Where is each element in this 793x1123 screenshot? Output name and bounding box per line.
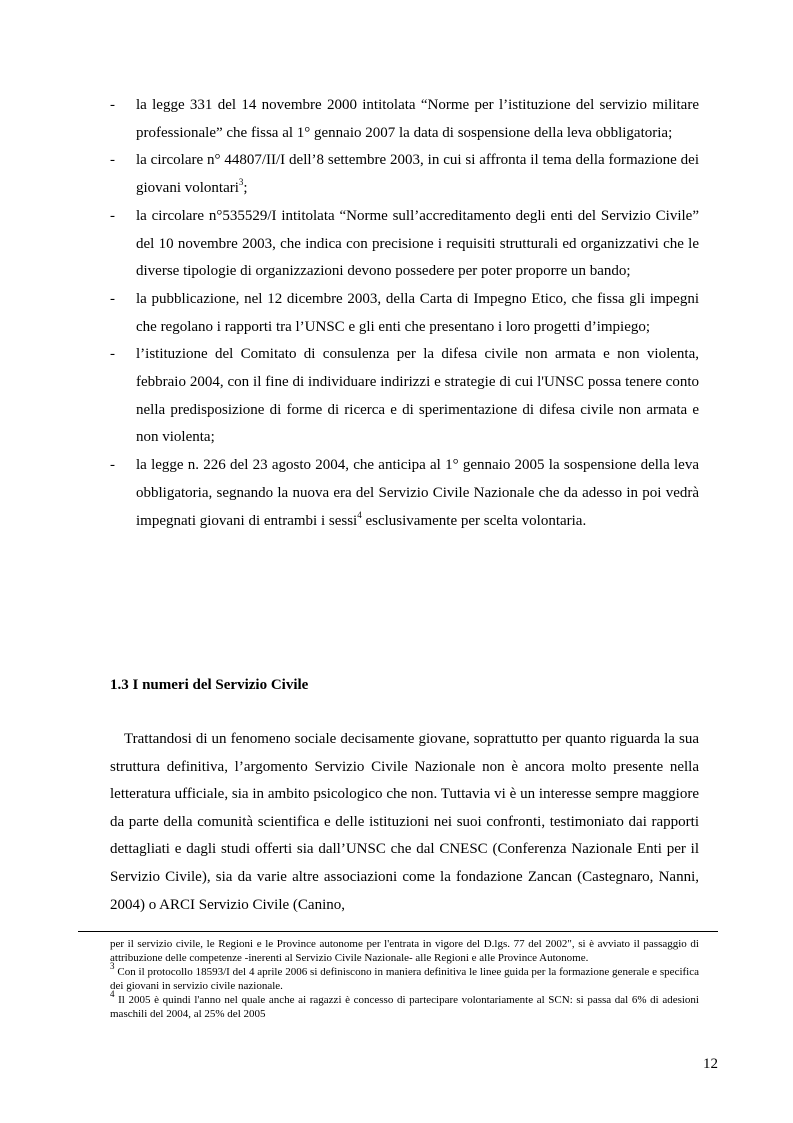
list-marker: -: [110, 346, 115, 363]
list-item-text: la legge 331 del 14 novembre 2000 intitolata “Norme per l’istituzione del servizio militare professionale” che fissa al 1° gennaio 2007 la data di sospensione della leva obbligatoria;: [136, 97, 699, 141]
bullet-list: [0, 92, 793, 535]
list-item-text: la circolare n°535529/I intitolata “Norme sull’accreditamento degli enti del Servizio Civile” del 10 novembre 2003, che indica con precisione i requisiti strutturali ed organizzativi che le diverse tipologie di organizzazioni devono possedere per poter proporre un bando;: [136, 207, 699, 280]
footnote-text: Con il protocollo 18593/I del 4 aprile 2006 si definiscono in maniera definitiva le linee guida per la formazione generale e specifica dei giovani in servizio civile nazionale.: [110, 966, 699, 992]
footnote-4: [110, 989, 699, 1021]
footnote-number: 3: [110, 961, 115, 972]
footnote-divider: [78, 931, 718, 932]
footnote-number: 4: [110, 989, 115, 1000]
list-item: [0, 203, 699, 286]
list-item: [0, 341, 699, 452]
list-item-text: l’istituzione del Comitato di consulenza per la difesa civile non armata e non violenta, febbraio 2004, con il fine di individuare indirizzi e strategie di cui l'UNSC possa tenere conto nella predisposizione di forme di ricerca e di sperimentazione di difesa civile non armata e non violenta;: [136, 346, 699, 446]
list-item: [0, 286, 699, 341]
list-item-tail: ;: [243, 180, 248, 197]
list-marker: -: [110, 97, 115, 113]
footnotes: [110, 937, 699, 1021]
page-number: 12: [703, 1056, 718, 1072]
list-item: [0, 92, 699, 147]
footnote-ref: 3: [238, 177, 244, 188]
footnote-continuation: per il servizio civile, le Regioni e le Province autonome per l'entrata in vigore del D.lgs. 77 del 2002", si è avviato il passaggio di attribuzione delle competenze -inerenti al Servizio Civile Nazionale- alle Regioni e alle Province Autonome.: [110, 938, 699, 964]
list-item-text: la pubblicazione, nel 12 dicembre 2003, della Carta di Impegno Etico, che fissa gli impegni che regolano i rapporti tra l’UNSC e gli enti che presentano i loro progetti d’impiego;: [136, 290, 699, 335]
footnote-3: [110, 961, 699, 993]
list-item: [0, 147, 699, 202]
footnote-ref: 4: [357, 509, 362, 520]
section-heading: 1.3 I numeri del Servizio Civile: [110, 677, 309, 693]
list-item-text: la legge n. 226 del 23 agosto 2004, che anticipa al 1° gennaio 2005 la sospensione della leva obbligatoria, segnando la nuova era del Servizio Civile Nazionale che da adesso in poi vedrà impegnati giovani di entrambi i sessi: [136, 457, 699, 529]
list-item-tail: esclusivamente per scelta volontaria.: [361, 512, 587, 529]
list-marker: -: [110, 152, 115, 169]
list-marker: -: [110, 290, 115, 307]
list-item: [0, 452, 699, 535]
list-item-text: la circolare n° 44807/II/I dell’8 settembre 2003, in cui si affronta il tema della formazione dei giovani volontari: [136, 152, 699, 197]
body-paragraph: Trattandosi di un fenomeno sociale decisamente giovane, soprattutto per quanto riguarda la sua struttura definitiva, l’argomento Servizio Civile Nazionale non è ancora molto presente nella letteratura ufficiale, sia in ambito psicologico che non. Tuttavia vi è un interesse sempre maggiore da parte della comunità scientifica e delle istituzioni nei suoi confronti, testimoniato dai rapporti dettagliati e dagli studi offerti sia dall’UNSC che dal CNESC (Conferenza Nazionale Enti per il Servizio Civile), sia da varie altre associazioni come la fondazione Zancan (Castegnaro, Nanni, 2004) o ARCI Servizio Civile (Canino,: [110, 731, 699, 913]
footnote-text: Il 2005 è quindi l'anno nel quale anche ai ragazzi è concesso di partecipare volontariamente al SCN: si passa dal 6% di adesioni maschili del 2004, al 25% del 2005: [110, 994, 699, 1020]
list-marker: -: [110, 457, 115, 474]
list-marker: -: [110, 207, 115, 224]
